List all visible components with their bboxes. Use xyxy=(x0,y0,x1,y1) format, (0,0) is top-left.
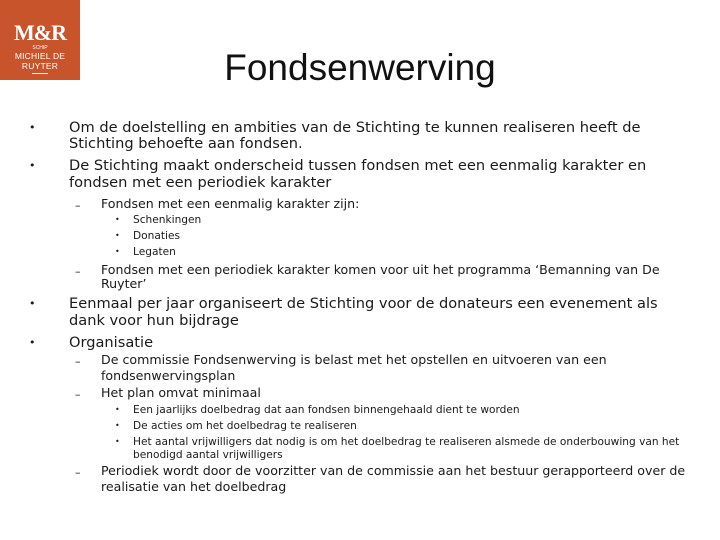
subsub-bullet-marker: • xyxy=(115,247,120,256)
subsub-bullet-marker: • xyxy=(115,437,120,446)
bullet-4-sub-2-item-3-line-1: Het aantal vrijwilligers dat nodig is om het doelbedrag te realiseren alsmede de onderbouwing van het xyxy=(133,436,680,448)
bullet-4-sub-2: Het plan omvat minimaal xyxy=(101,385,261,400)
bullet-4-sub-3-line-2: realisatie van het doelbedrag xyxy=(101,479,287,494)
bullet-4-sub-2-item-1: Een jaarlijks doelbedrag dat aan fondsen binnengehaald dient te worden xyxy=(133,404,520,416)
bullet-1-line-1: Om de doelstelling en ambities van de Stichting te kunnen realiseren heeft de xyxy=(69,119,641,136)
bullet-4-line-1: Organisatie xyxy=(69,334,154,351)
logo-name: MICHIEL DE RUYTER xyxy=(14,51,66,71)
bullet-2-sub-1-item-1: Schenkingen xyxy=(133,214,202,226)
bullet-4-sub-2-item-2: De acties om het doelbedrag te realiseren xyxy=(133,420,357,432)
bullet-2-line-1: De Stichting maakt onderscheid tussen fondsen met een eenmalig karakter en xyxy=(69,157,647,174)
sub-bullet-marker: – xyxy=(75,388,81,401)
bullet-2-line-2: fondsen met een periodiek karakter xyxy=(69,174,332,191)
bullet-marker: • xyxy=(29,336,36,349)
sub-bullet-marker: – xyxy=(75,265,81,278)
bullet-2-sub-2-line-2: Ruyter’ xyxy=(101,276,147,291)
bullet-3-line-1: Eenmaal per jaar organiseert de Stichting voor de donateurs een evenement als xyxy=(69,295,658,312)
bullet-2-sub-1-item-2: Donaties xyxy=(133,230,180,242)
bullet-4-sub-2-item-3-line-2: benodigd aantal vrijwilligers xyxy=(133,449,283,461)
bullet-4-sub-3-line-1: Periodiek wordt door de voorzitter van de commissie aan het bestuur gerapporteerd over de xyxy=(101,463,686,478)
bullet-3-line-2: dank voor hun bijdrage xyxy=(69,312,239,329)
subsub-bullet-marker: • xyxy=(115,215,120,224)
sub-bullet-marker: – xyxy=(75,466,81,479)
sub-bullet-marker: – xyxy=(75,355,81,368)
bullet-2-sub-1: Fondsen met een eenmalig karakter zijn: xyxy=(101,196,360,211)
logo-mark: M&R xyxy=(14,20,66,45)
bullet-4-sub-1-line-2: fondsenwervingsplan xyxy=(101,368,236,383)
bullet-1-line-2: Stichting behoefte aan fondsen. xyxy=(69,135,303,152)
bullet-marker: • xyxy=(29,159,36,172)
subsub-bullet-marker: • xyxy=(115,231,120,240)
subsub-bullet-marker: • xyxy=(115,405,120,414)
subsub-bullet-marker: • xyxy=(115,421,120,430)
bullet-4-sub-1-line-1: De commissie Fondsenwerving is belast met het opstellen en uitvoeren van een xyxy=(101,352,607,367)
slide-title: Fondsenwerving xyxy=(224,47,496,88)
bullet-marker: • xyxy=(29,121,36,134)
bullet-marker: • xyxy=(29,297,36,310)
logo-small-text: SCHIP xyxy=(32,45,48,51)
sub-bullet-marker: – xyxy=(75,199,81,212)
bullet-2-sub-1-item-3: Legaten xyxy=(133,246,176,258)
bullet-2-sub-2-line-1: Fondsen met een periodiek karakter komen voor uit het programma ‘Bemanning van De xyxy=(101,262,660,277)
